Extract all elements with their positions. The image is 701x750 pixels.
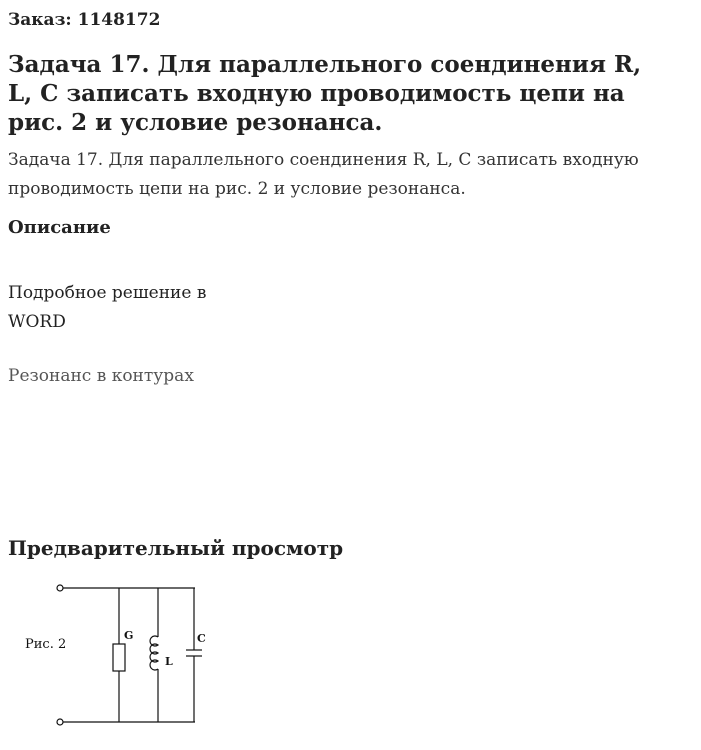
label-c: C <box>197 632 206 645</box>
task-description: Задача 17. Для параллельного соендинения R, L, C записать входную проводимость цепи на рис. 2 и условие резонанса. <box>8 150 639 199</box>
category-link[interactable]: Резонанс в контурах <box>8 366 194 386</box>
label-l: L <box>165 655 173 668</box>
conductance-g-symbol <box>113 644 125 671</box>
circuit-diagram <box>8 575 248 745</box>
figure-label: Рис. 2 <box>25 637 67 652</box>
preview-heading: Предварительный просмотр <box>8 536 344 560</box>
circuit-preview <box>8 575 248 745</box>
label-g: G <box>124 629 134 642</box>
task-title: Задача 17. Для параллельного соендинения R, L, C записать входную проводимость цепи на рис. 2 и условие резонанса. <box>8 51 642 136</box>
description-heading: Описание <box>8 217 111 238</box>
input-terminal-top <box>57 585 63 591</box>
order-number: Заказ: 1148172 <box>8 10 161 30</box>
input-terminal-bottom <box>57 719 63 725</box>
inductor-l-symbol <box>150 636 158 670</box>
solution-format: Подробное решение в WORD <box>8 283 207 332</box>
